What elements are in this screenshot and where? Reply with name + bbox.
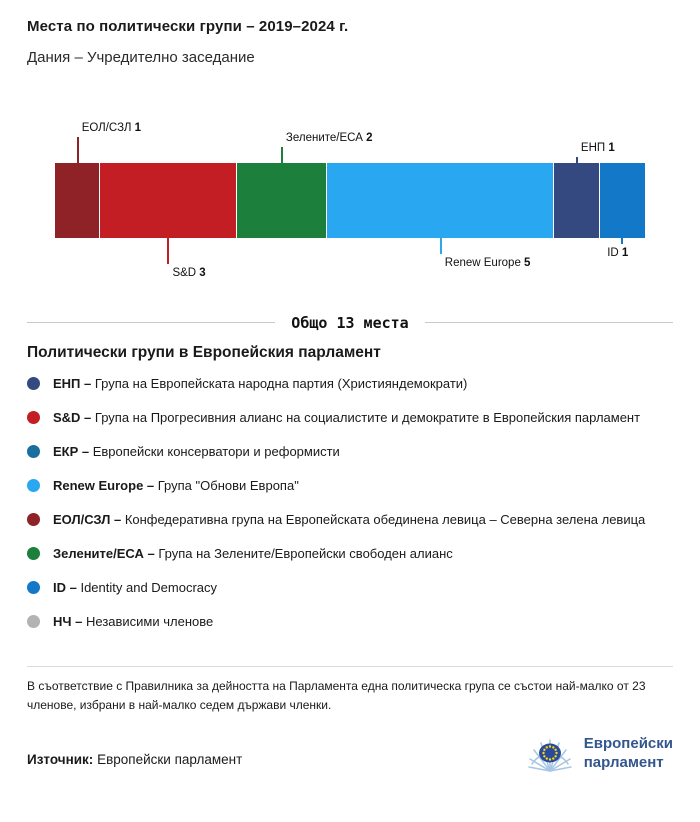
legend-item-0: [27, 375, 673, 392]
segment-label-4: ЕНП 1: [580, 142, 615, 154]
page-subtitle: Дания – Учредително заседание: [27, 49, 255, 66]
legend-description: Конфедеративна група на Европейската обединена левица – Северна зелена левица: [124, 512, 646, 527]
bar-segment-0[interactable]: [55, 163, 100, 238]
legend-item-text: [53, 545, 453, 562]
legend-abbr: НЧ –: [53, 614, 86, 629]
ep-logo: [525, 733, 673, 775]
ep-logo-text-line1: Европейски: [583, 735, 673, 753]
legend-description: Група на Европейската народна партия (Християндемократи): [94, 376, 468, 391]
legend-abbr: ЕКР –: [53, 444, 93, 459]
total-divider: [27, 313, 673, 332]
legend-item-5: [27, 545, 673, 562]
legend-abbr: S&D –: [53, 410, 95, 425]
segment-label-0: ЕОЛ/СЗЛ 1: [81, 122, 142, 134]
divider-line-right: [425, 322, 673, 323]
legend-heading: Политически групи в Европейския парламент: [27, 344, 381, 361]
legend-item-6: [27, 579, 673, 596]
footnote-text: В съответствие с Правилника за дейността на Парламента една политическа група се състои най-малко от 23 членове, избрани в най-малко седем държави членки.: [27, 679, 646, 712]
bottom-row: [27, 733, 673, 775]
bar-segment-2[interactable]: [237, 163, 328, 238]
legend-abbr: Renew Europe –: [53, 478, 158, 493]
bar-segment-4[interactable]: [554, 163, 599, 238]
segment-label-3: Renew Europe 5: [444, 257, 531, 269]
segment-callout-line-4: [576, 157, 578, 163]
segment-callout-line-3: [440, 238, 442, 254]
segment-callout-line-0: [77, 137, 79, 163]
bar-segment-5[interactable]: [600, 163, 645, 238]
seats-bar: [55, 163, 645, 238]
ep-logo-text: [584, 735, 673, 773]
segment-label-5: ID 1: [607, 247, 629, 259]
source-value: Европейски парламент: [97, 752, 243, 767]
legend-list: [27, 375, 673, 630]
legend-item-text: [53, 375, 467, 392]
source-label: Източник:: [27, 752, 94, 767]
legend-color-dot: [27, 411, 40, 424]
legend-abbr: Зелените/ЕСА –: [53, 546, 159, 561]
legend-description: Група "Обнови Европа": [157, 478, 299, 493]
legend-color-dot: [27, 445, 40, 458]
segment-callout-line-1: [167, 238, 169, 264]
ep-logo-icon: [525, 733, 575, 775]
footnote-divider: [27, 666, 673, 667]
legend-abbr: ЕОЛ/СЗЛ –: [53, 512, 125, 527]
legend-color-dot: [27, 615, 40, 628]
legend-description: Група на Зелените/Европейски свободен алианс: [158, 546, 453, 561]
legend-description: Identity and Democracy: [80, 580, 218, 595]
legend-color-dot: [27, 581, 40, 594]
legend-item-1: [27, 409, 673, 426]
legend-abbr: ЕНП –: [53, 376, 95, 391]
legend-item-2: [27, 443, 673, 460]
total-seats-label: Общо 13 места: [291, 313, 409, 332]
legend-item-text: [53, 443, 340, 460]
bar-segment-3[interactable]: [327, 163, 554, 238]
legend-abbr: ID –: [53, 580, 81, 595]
segment-callout-line-5: [621, 238, 623, 244]
legend-item-text: [53, 579, 217, 596]
legend-color-dot: [27, 377, 40, 390]
legend-item-text: [53, 613, 213, 630]
legend-item-4: [27, 511, 673, 528]
legend-item-7: [27, 613, 673, 630]
source-line: [27, 752, 242, 767]
legend-item-text: [53, 409, 640, 426]
bar-segment-1[interactable]: [100, 163, 236, 238]
legend-description: Европейски консерватори и реформисти: [92, 444, 340, 459]
legend-color-dot: [27, 547, 40, 560]
legend-description: Независими членове: [85, 614, 214, 629]
chart-area: [55, 100, 645, 285]
legend-item-3: [27, 477, 673, 494]
segment-callout-line-2: [281, 147, 283, 163]
legend-item-text: [53, 477, 299, 494]
divider-line-left: [27, 322, 275, 323]
page-title: Места по политически групи – 2019–2024 г.: [27, 18, 349, 35]
ep-logo-text-line2: парламент: [583, 754, 664, 771]
segment-label-1: S&D 3: [172, 267, 206, 279]
segment-label-2: Зелените/ЕСА 2: [285, 132, 373, 144]
legend-color-dot: [27, 479, 40, 492]
legend-description: Група на Прогресивния алианс на социалистите и демократите в Европейския парламент: [94, 410, 641, 425]
legend-color-dot: [27, 513, 40, 526]
legend-item-text: [53, 511, 645, 528]
